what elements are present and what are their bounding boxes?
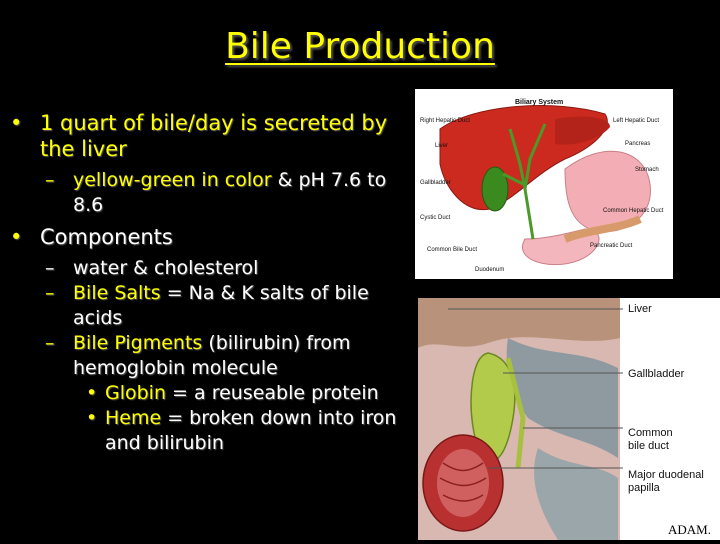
bullet-components [10,224,410,250]
term-bile-pigments: Bile Pigments [73,332,203,354]
bullet-dot-icon: • [86,382,98,404]
label-right-hepatic-duct: Right Hepatic Duct [420,118,471,124]
sub-sub-bullet-text: = a reuseable protein [166,382,379,404]
sub-bullet-text: water & cholesterol [73,257,259,279]
label-major-duodenal-papilla-line2: papilla [628,482,660,494]
sub-bullet-text: & pH 7.6 to 8.6 [73,169,387,216]
label-common-bile-duct-line2: bile duct [628,440,669,452]
label-common-bile-duct: Common Bile Duct [427,247,478,253]
sub-bullet-water [10,256,410,281]
bullet-dot-icon: • [10,225,23,249]
slide-title: Bile Production [225,26,495,67]
label-gallbladder: Gallbladder [628,368,685,380]
term-bile-salts: Bile Salts [73,282,161,304]
gallbladder-anatomy-figure [418,298,720,540]
adam-logo: ADAM. [668,522,711,537]
sub-bullet-text: (bilirubin) from hemoglobin molecule [73,332,351,379]
bullet-text: Components [40,225,173,249]
sub-bullet-bile-salts [10,281,410,331]
label-pancreatic-duct: Pancreatic Duct [590,243,633,249]
biliary-system-figure [415,89,673,279]
term-heme: Heme [105,407,162,429]
label-major-duodenal-papilla-line1: Major duodenal [628,469,704,481]
label-common-hepatic-duct: Common Hepatic Duct [603,208,664,214]
bullet-bile-volume [10,110,410,162]
dash-icon: – [45,282,55,304]
figure1-title: Biliary System [515,99,564,106]
term-globin: Globin [105,382,167,404]
biliary-system-illustration [415,89,673,279]
sub-sub-bullet-heme [10,406,410,456]
dash-icon: – [45,169,55,191]
gallbladder-anatomy-illustration [418,298,720,540]
sub-bullet-color [10,168,410,218]
label-common-bile-duct-line1: Common [628,427,673,439]
sub-bullet-text: = Na & K salts of bile acids [73,282,369,329]
sub-bullet-bile-pigments [10,331,410,381]
dash-icon: – [45,257,55,279]
bullet-list [10,110,410,456]
dash-icon: – [45,332,55,354]
sub-bullet-text: yellow-green in color [73,169,272,191]
bullet-dot-icon: • [86,407,98,429]
bullet-text: 1 quart of bile/day is secreted by the liver [40,111,388,161]
label-liver: Liver [435,143,449,149]
bullet-dot-icon: • [10,111,23,135]
sub-sub-bullet-text: = broken down into iron and bilirubin [105,407,397,454]
label-cystic-duct: Cystic Duct [420,215,451,221]
label-stomach: Stomach [635,167,659,173]
label-gallbladder: Gallbladder [420,180,451,186]
sub-sub-bullet-globin [10,381,410,406]
label-duodenum: Duodenum [475,267,505,273]
label-pancreas: Pancreas [625,141,651,147]
label-left-hepatic-duct: Left Hepatic Duct [613,118,660,124]
label-liver: Liver [628,303,652,315]
